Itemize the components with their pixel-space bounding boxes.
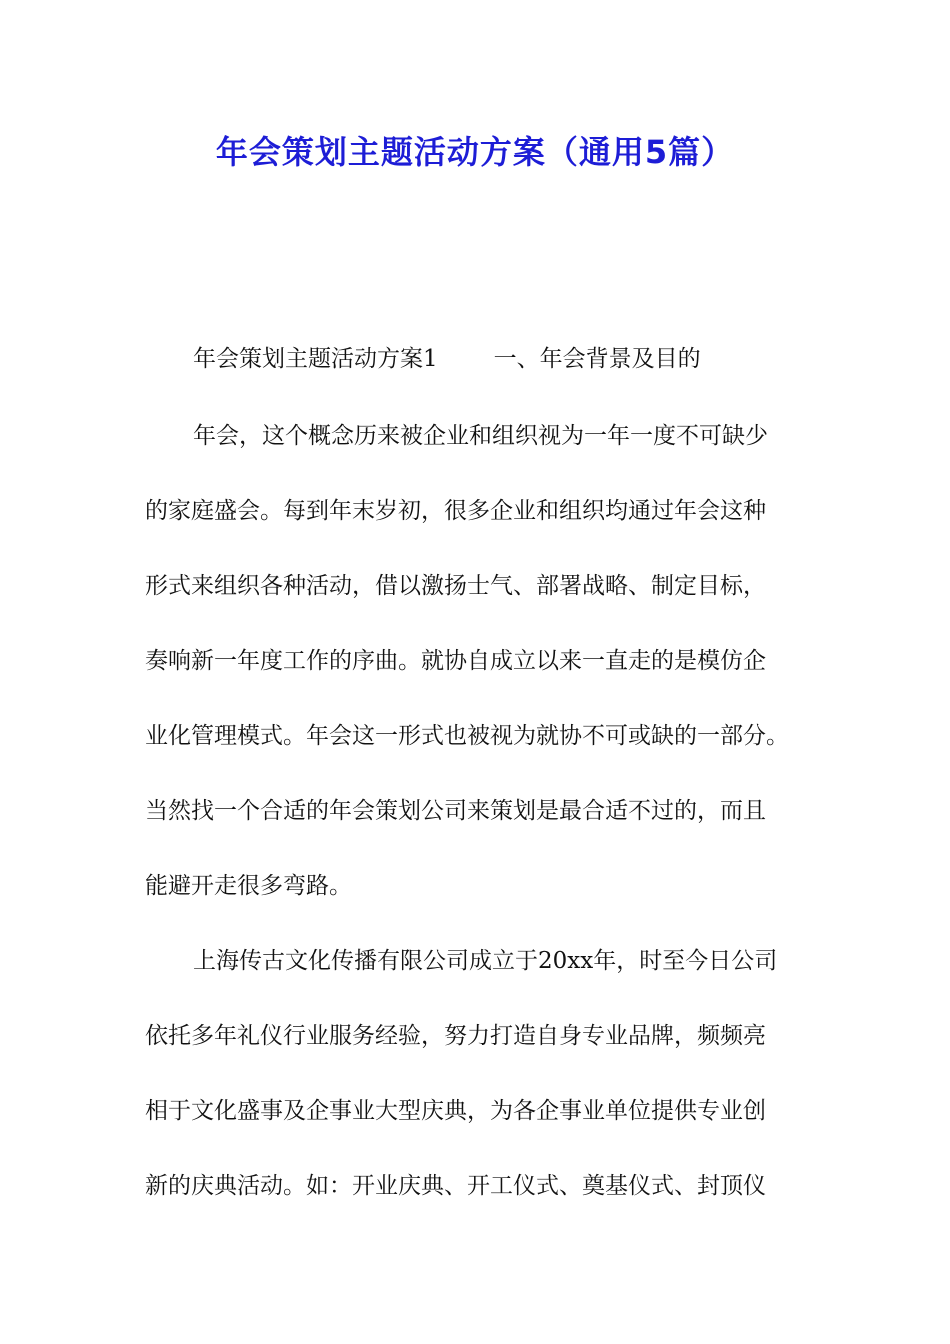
paragraph-line: 形式来组织各种活动，借以激扬士气、部署战略、制定目标， (145, 573, 766, 599)
paragraph-line: 业化管理模式。年会这一形式也被视为就协不可或缺的一部分。 (145, 723, 789, 749)
paragraph-line: 年会，这个概念历来被企业和组织视为一年一度不可缺少 (193, 423, 768, 449)
paragraph-line: 当然找一个合适的年会策划公司来策划是最合适不过的，而且 (145, 798, 766, 824)
document-title: 年会策划主题活动方案（通用5篇） (215, 133, 735, 171)
paragraph-line: 相于文化盛事及企事业大型庆典，为各企事业单位提供专业创 (145, 1098, 766, 1124)
paragraph-line: 能避开走很多弯路。 (145, 873, 352, 899)
section-heading: 年会策划主题活动方案1 (193, 346, 438, 372)
paragraph-line: 的家庭盛会。每到年末岁初，很多企业和组织均通过年会这种 (145, 498, 766, 524)
paragraph-line: 上海传古文化传播有限公司成立于20xx年，时至今日公司 (193, 948, 778, 974)
paragraph-line: 奏响新一年度工作的序曲。就协自成立以来一直走的是模仿企 (145, 648, 766, 674)
subsection-heading: 一、年会背景及目的 (493, 346, 701, 372)
heading-line (193, 339, 701, 379)
paragraph-line: 依托多年礼仪行业服务经验，努力打造自身专业品牌，频频亮 (145, 1023, 766, 1049)
paragraph-line: 新的庆典活动。如：开业庆典、开工仪式、奠基仪式、封顶仪 (145, 1173, 766, 1199)
